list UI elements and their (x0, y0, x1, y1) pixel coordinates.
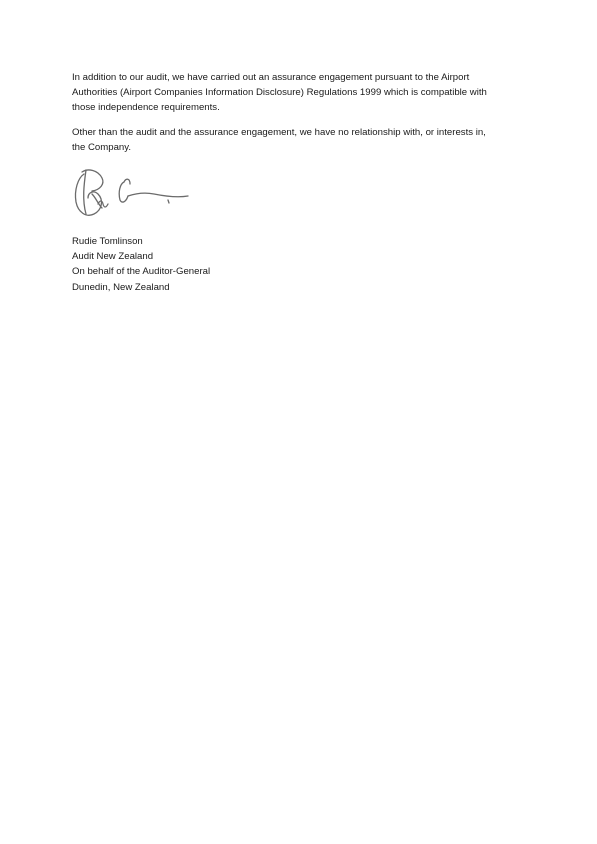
letter-body (72, 70, 532, 295)
signatory-block (72, 234, 532, 295)
signatory-name: Rudie Tomlinson (72, 236, 143, 248)
paragraph-line: In addition to our audit, we have carried out an assurance engagement pursuant to the Airport (72, 72, 470, 83)
signatory-capacity: On behalf of the Auditor-General (72, 266, 211, 278)
signature-drawing (72, 164, 202, 222)
signatory-organisation: Audit New Zealand (72, 251, 154, 263)
paragraph-line: Other than the audit and the assurance engagement, we have no relationship with, or interests in, (72, 126, 486, 138)
paragraph-no-relationship (72, 125, 532, 155)
paragraph-line: the Company. (72, 141, 132, 153)
paragraph-assurance-engagement (72, 70, 532, 116)
handwritten-signature (72, 164, 202, 222)
paragraph-line: Authorities (Airport Companies Information Disclosure) Regulations 1999 which is compatible with (72, 87, 487, 99)
paragraph-line: those independence requirements. (72, 102, 220, 114)
signatory-location: Dunedin, New Zealand (72, 281, 170, 293)
